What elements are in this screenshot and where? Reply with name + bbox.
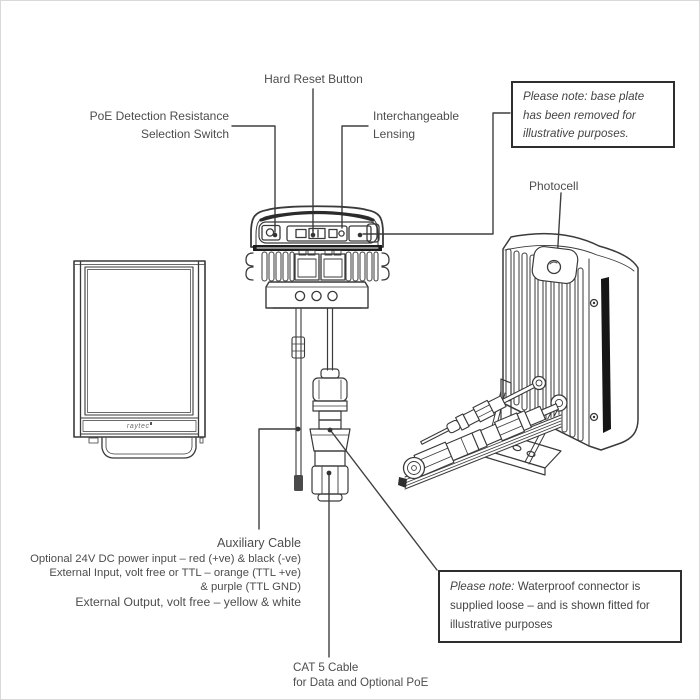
- connector-shoulder: [321, 369, 339, 378]
- callout-hard-reset-button: Hard Reset Button: [264, 72, 363, 86]
- callout-aux-cable: [9, 535, 301, 610]
- front-window: [85, 267, 193, 415]
- ear-right-1: [382, 253, 389, 266]
- gland-end-cap: [404, 458, 425, 479]
- ear-right-2: [382, 267, 389, 280]
- side-stripe: [601, 277, 611, 433]
- gland-hole-3: [328, 291, 337, 300]
- aux-cable-line3: & purple (TTL GND): [200, 581, 301, 593]
- lensing-line2: Lensing: [373, 127, 416, 141]
- raytec-logo-mark: [150, 422, 153, 425]
- front-bracket: [102, 438, 196, 458]
- note-waterproof-text: Waterproof connector is supplied loose – and is shown fitted for illustrative purposes: [450, 580, 650, 631]
- note-waterproof-prefix: Please note:: [450, 580, 515, 593]
- top-view-fins: [262, 252, 378, 281]
- aux-cable-line2: External Input, volt free or TTL – orange (TTL +ve): [49, 567, 301, 579]
- dot-cat5: [327, 471, 332, 476]
- note-base-plate: Please note: base plate has been removed for illustrative purposes.: [511, 81, 675, 148]
- aux-cable-line4: External Output, volt free – yellow & white: [75, 595, 301, 609]
- gland-hole-1: [295, 291, 304, 300]
- terminal-block-1: [295, 254, 319, 280]
- connector-hex-nut: [312, 466, 348, 494]
- connector-cap: [313, 378, 347, 401]
- gland-plate: [266, 282, 368, 308]
- poe-switch-line1: PoE Detection Resistance: [89, 109, 229, 123]
- cat5-line2: for Data and Optional PoE: [293, 675, 429, 689]
- raytec-logo-text: raytec: [126, 423, 150, 430]
- top-view-drawing: [246, 206, 389, 308]
- callout-photocell: Photocell: [529, 179, 579, 193]
- callout-cat5: [293, 661, 428, 690]
- aux-cable-title: Auxiliary Cable: [217, 536, 301, 550]
- poe-switch-line2: Selection Switch: [140, 127, 229, 141]
- callout-lensing: [373, 107, 459, 143]
- terminal-block-2: [321, 254, 345, 280]
- poe-switch-cell: [262, 226, 280, 241]
- leader-aux-cable: [259, 429, 296, 529]
- aux-cable-line1: Optional 24V DC power input – red (+ve) & black (-ve): [30, 553, 301, 565]
- dot-base-plate: [358, 233, 363, 238]
- auxiliary-cable-drawing: [292, 309, 305, 491]
- top-rim-shadow: [261, 213, 373, 221]
- callout-poe-switch: [41, 107, 229, 143]
- aux-cable-tip: [294, 475, 303, 491]
- photocell-circle: [548, 261, 561, 274]
- ear-left-1: [246, 253, 253, 266]
- ear-left-2: [246, 267, 253, 280]
- cat5-line1: CAT 5 Cable: [293, 661, 359, 674]
- note-waterproof-connector: [438, 570, 682, 643]
- lensing-line1: Interchangeable: [373, 109, 460, 123]
- raytec-logo: [83, 421, 196, 433]
- gland-hole-2: [312, 291, 321, 300]
- dot-waterproof-connector: [328, 428, 333, 433]
